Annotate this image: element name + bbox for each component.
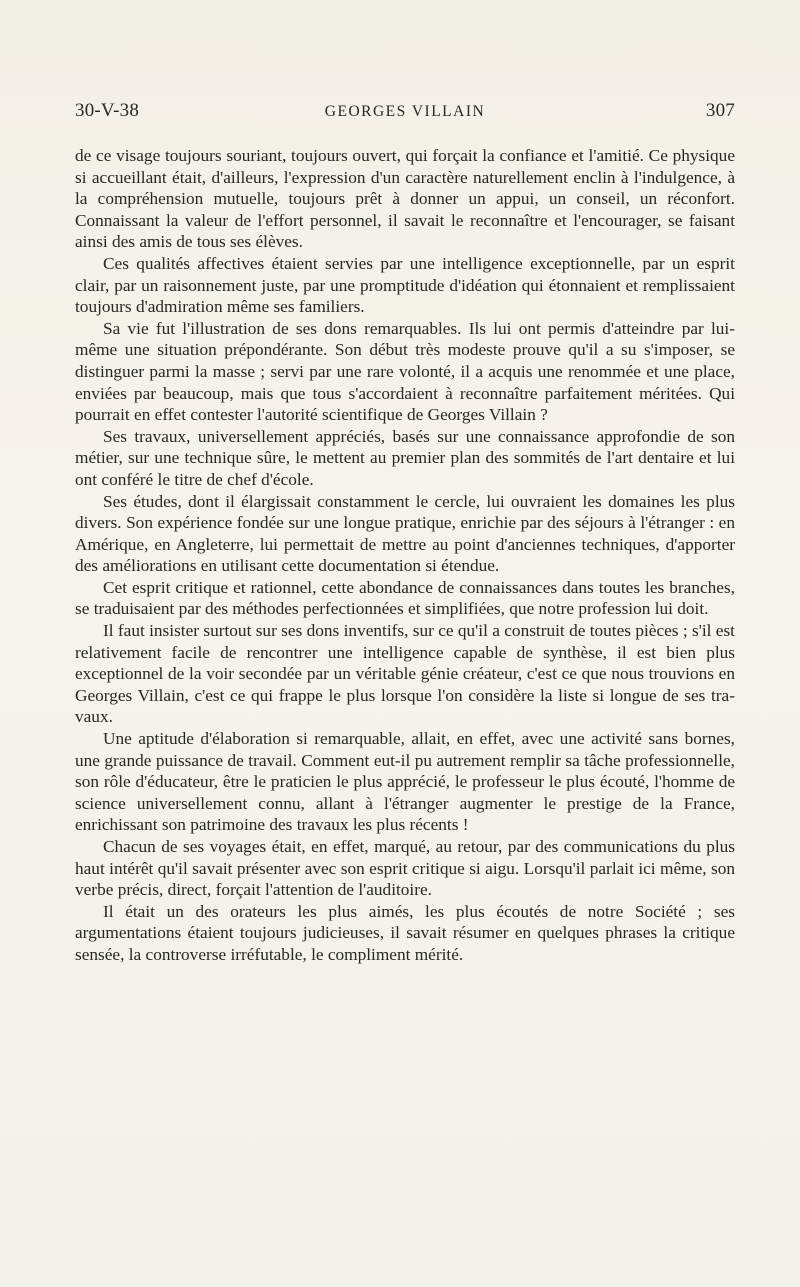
paragraph-3: Sa vie fut l'illustration de ses dons remarquables. Ils lui ont permis d'atteindre par lui-même une situation prépondérante. Son début très modeste prouve qu'il a su s'imposer, se distinguer parmi la masse ; servi par une rare volonté, il a acquis une renommée et une place, enviées par beaucoup, mais que tous s'accordaient à reconnaître parfaitement méritées. Qui pourrait en effet contester l'autorité scientifique de Georges Villain ?	[75, 318, 735, 425]
paragraph-4: Ses travaux, universellement appréciés, basés sur une connaissance approfondie de son métier, sur une technique sûre, le mettent au premier plan des sommités de l'art dentaire et lui ont conféré le titre de chef d'école.	[75, 426, 735, 489]
header-date: 30-V-38	[75, 100, 140, 121]
page-header	[75, 100, 735, 130]
paragraph-1: de ce visage toujours souriant, toujours ouvert, qui forçait la confiance et l'amitié. Ce physique si accueillant était, d'ailleurs, l'expression d'un caractère naturellement enclin à l'indulgence, à la compréhension mutuelle, toujours prêt à donner un appui, un conseil, un réconfort. Connaissant la valeur de l'effort personnel, il savait le reconnaître et l'encourager, se faisant ainsi des amis de tous ses élèves.	[75, 146, 735, 252]
paragraph-2: Ces qualités affectives étaient servies par une intelligence exceptionnelle, par un esprit clair, par un raisonnement juste, par une promptitude d'idéation qui étonnaient et remplissaient toujours d'admiration même ses familiers.	[75, 253, 735, 317]
header-running-title: GEORGES VILLAIN	[324, 103, 486, 120]
paragraph-5: Ses études, dont il élargissait constamment le cercle, lui ouvraient les domaines les plus divers. Son expérience fondée sur une longue pratique, enrichie par des séjours à l'étranger : en Amérique, en Angleterre, lui permettait de mettre au point d'anciennes techniques, d'apporter des améliorations en utilisant cette documentation si étendue.	[75, 491, 735, 576]
paragraph-8: Une aptitude d'élaboration si remarquable, allait, en effet, avec une activité sans bornes, une grande puissance de travail. Comment eut-il pu autrement remplir sa tâche professionnelle, son rôle d'éducateur, être le praticien le plus apprécié, le professeur le plus écouté, l'homme de science universellement connu, allant à l'étranger augmenter le prestige de la France, enrichissant son patrimoine des travaux les plus récents !	[75, 729, 735, 835]
paragraph-10: Il était un des orateurs les plus aimés, les plus écoutés de notre Société ; ses argumentations étaient toujours judicieuses, il savait résumer en quelques phrases la critique sensée, la controverse irréfutable, le compliment mérité.	[75, 901, 735, 964]
paragraph-6: Cet esprit critique et rationnel, cette abondance de connaissances dans toutes les branches, se traduisaient par des méthodes perfectionnées et simplifiées, que notre profession lui doit.	[75, 577, 735, 619]
paragraph-7: Il faut insister surtout sur ses dons inventifs, sur ce qu'il a construit de toutes pièces ; s'il est relativement facile de rencontrer une intelligence capable de synthèse, il est bien plus exceptionnel de la voir secondée par un véritable génie créateur, c'est ce que nous trouvions en Georges Villain, c'est ce qui frappe le plus lorsque l'on considère la liste si longue de ses travaux.	[75, 621, 735, 727]
paragraph-9: Chacun de ses voyages était, en effet, marqué, au retour, par des communications du plus haut intérêt qu'il savait présenter avec son esprit critique si aigu. Lorsqu'il parlait ici même, son verbe précis, direct, forçait l'attention de l'auditoire.	[75, 837, 735, 900]
page-number: 307	[705, 100, 735, 121]
body-text	[75, 145, 735, 966]
